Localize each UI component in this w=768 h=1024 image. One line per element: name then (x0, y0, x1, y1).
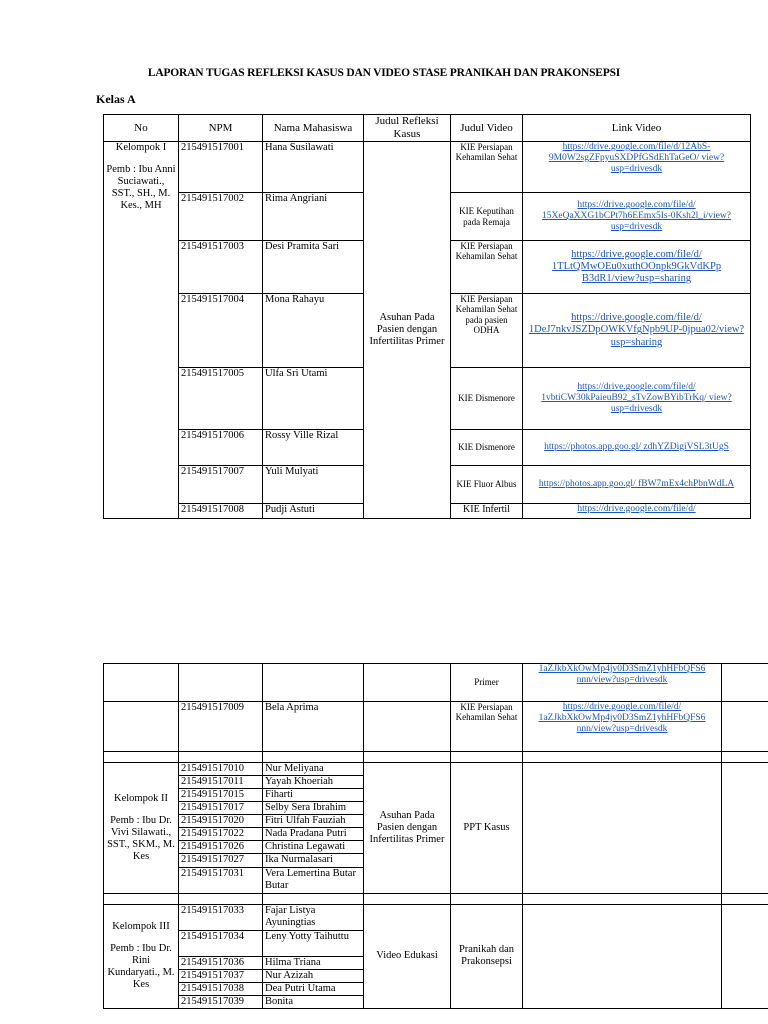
header-nama: Nama Mahasiswa (263, 115, 364, 142)
name-cell: Nada Pradana Putri (263, 828, 364, 841)
group-cell-kelompok1 (104, 142, 179, 519)
video-link[interactable]: https://photos.app.goo.gl/ fBW7mEx4chPbnWdLA (523, 466, 751, 504)
group-supervisor: Pemb : Ibu Dr. Rini Kundaryati., M. Kes (107, 943, 175, 991)
name-cell: Bela Aprima (263, 702, 364, 752)
npm-cell: 215491517001 (179, 142, 263, 193)
npm-cell: 215491517005 (179, 368, 263, 430)
name-cell: Hilma Triana (263, 956, 364, 969)
npm-cell: 215491517006 (179, 430, 263, 466)
video-title-cell: KIE Persiapan Kehamilan Sehat (451, 702, 523, 752)
name-cell: Fajar Listya Ayuningtias (263, 904, 364, 930)
video-title-cell: KIE Persiapan Kehamilan Sehat pada pasien ODHA (451, 294, 523, 368)
npm-cell: 215491517020 (179, 815, 263, 828)
table-row (104, 664, 768, 702)
header-judul-refleksi: Judul Refleksi Kasus (364, 115, 451, 142)
video-link[interactable]: 1aZJkbXkOwMp4jv0D3SmZ1yhHFbQFS6 nnn/view?usp=drivesdk (523, 664, 722, 702)
report-table-page2 (103, 663, 768, 1009)
npm-cell: 215491517037 (179, 969, 263, 982)
video-title-cell: KIE Persiapan Kehamilan Sehat (451, 241, 523, 294)
npm-cell: 215491517010 (179, 763, 263, 776)
npm-cell: 215491517007 (179, 466, 263, 504)
name-cell: Fiharti (263, 789, 364, 802)
name-cell: Mona Rahayu (263, 294, 364, 368)
table-divider-row (104, 893, 768, 904)
video-title-cell: KIE Dismenore (451, 368, 523, 430)
name-cell: Nur Azizah (263, 969, 364, 982)
video-title-cell: PPT Kasus (451, 763, 523, 894)
video-link[interactable]: https://drive.google.com/file/d/ 1vbtiCW30kPaieuB92_sTvZowBYibTrKq/ view?usp=drivesdk (523, 368, 751, 430)
name-cell: Yayah Khoeriah (263, 776, 364, 789)
name-cell: Ulfa Sri Utami (263, 368, 364, 430)
video-link[interactable]: https://drive.google.com/file/d/ (523, 504, 751, 519)
npm-cell: 215491517008 (179, 504, 263, 519)
video-link[interactable]: https://drive.google.com/file/d/ 15XeQaXXG1bCPt7h6EEmx5Is-0Ksh2l_i/view?usp=drivesdk (523, 193, 751, 241)
video-title-cell: KIE Fluor Albus (451, 466, 523, 504)
class-label: Kelas A (96, 92, 136, 106)
table-row (104, 904, 768, 930)
table-row (104, 142, 751, 193)
name-cell: Rima Angriani (263, 193, 364, 241)
name-cell: Pudji Astuti (263, 504, 364, 519)
name-cell: Selby Sera Ibrahim (263, 802, 364, 815)
name-cell: Yuli Mulyati (263, 466, 364, 504)
npm-cell: 215491517002 (179, 193, 263, 241)
report-table-page1 (103, 114, 751, 519)
name-cell: Ika Nurmalasari (263, 854, 364, 867)
header-row (104, 115, 751, 142)
header-judul-video: Judul Video (451, 115, 523, 142)
npm-cell: 215491517031 (179, 867, 263, 893)
reflection-title-cell: Video Edukasi (364, 904, 451, 1008)
video-link[interactable]: https://drive.google.com/file/d/12AbS-9M0W2sgZFpyuSXDPfGSdEhTaGeO/ view?usp=drivesdk (523, 142, 751, 193)
video-title-cell: KIE Dismenore (451, 430, 523, 466)
npm-cell: 215491517009 (179, 702, 263, 752)
name-cell: Dea Putri Utama (263, 982, 364, 995)
header-npm: NPM (179, 115, 263, 142)
npm-cell: 215491517033 (179, 904, 263, 930)
group-cell-kelompok3 (104, 904, 179, 1008)
npm-cell: 215491517038 (179, 982, 263, 995)
name-cell: Vera Lemertina Butar Butar (263, 867, 364, 893)
name-cell: Bonita (263, 995, 364, 1008)
npm-cell: 215491517015 (179, 789, 263, 802)
reflection-title-cell: Asuhan Pada Pasien dengan Infertilitas Primer (364, 142, 451, 519)
name-cell: Nur Meliyana (263, 763, 364, 776)
npm-cell: 215491517011 (179, 776, 263, 789)
npm-cell: 215491517027 (179, 854, 263, 867)
npm-cell: 215491517039 (179, 995, 263, 1008)
group-cell-kelompok2 (104, 763, 179, 894)
name-cell: Fitri Ulfah Fauziah (263, 815, 364, 828)
table-row (104, 702, 768, 752)
name-cell: Hana Susilawati (263, 142, 364, 193)
video-title-cell: Pranikah dan Prakonsepsi (451, 904, 523, 1008)
header-link-video: Link Video (523, 115, 751, 142)
npm-cell: 215491517022 (179, 828, 263, 841)
npm-cell: 215491517003 (179, 241, 263, 294)
video-link[interactable]: https://drive.google.com/file/d/ 1aZJkbXkOwMp4jv0D3SmZ1yhHFbQFS6 nnn/view?usp=drivesdk (523, 702, 722, 752)
video-title-cell: KIE Persiapan Kehamilan Sehat (451, 142, 523, 193)
reflection-title-cell: Asuhan Pada Pasien dengan Infertilitas Primer (364, 763, 451, 894)
group-name: Kelompok II (114, 792, 168, 804)
name-cell: Desi Pramita Sari (263, 241, 364, 294)
group-supervisor: Pemb : Ibu Dr. Vivi Silawati., SST., SKM., M. Kes (107, 814, 175, 862)
table-row (104, 763, 768, 776)
group-name: Kelompok III (112, 920, 170, 932)
group-name: Kelompok I (115, 142, 167, 153)
name-cell: Rossy Ville Rizal (263, 430, 364, 466)
video-title-cell: Primer (451, 664, 523, 702)
npm-cell: 215491517036 (179, 956, 263, 969)
table-divider-row (104, 752, 768, 763)
header-no: No (104, 115, 179, 142)
npm-cell: 215491517034 (179, 930, 263, 956)
video-title-cell: KIE Infertil (451, 504, 523, 519)
video-link[interactable]: https://drive.google.com/file/d/ 1DeJ7nkvJSZDpOWKVfgNpb9UP-0jpua02/view?usp=sharing (523, 294, 751, 368)
npm-cell: 215491517004 (179, 294, 263, 368)
video-link[interactable]: https://drive.google.com/file/d/ 1TLtQMwOEu0xuthOOnpk9GkVdKPp B3dR1/view?usp=sharing (523, 241, 751, 294)
npm-cell: 215491517026 (179, 841, 263, 854)
video-title-cell: KIE Keputihan pada Remaja (451, 193, 523, 241)
video-link[interactable]: https://photos.app.goo.gl/ zdhYZDigiVSL3tUgS (523, 430, 751, 466)
name-cell: Leny Yotty Taihuttu (263, 930, 364, 956)
npm-cell: 215491517017 (179, 802, 263, 815)
page-title: LAPORAN TUGAS REFLEKSI KASUS DAN VIDEO STASE PRANIKAH DAN PRAKONSEPSI (147, 67, 621, 79)
group-supervisor: Pemb : Ibu Anni Suciawati., SST., SH., M. Kes., MH (106, 164, 176, 212)
name-cell: Christina Legawati (263, 841, 364, 854)
